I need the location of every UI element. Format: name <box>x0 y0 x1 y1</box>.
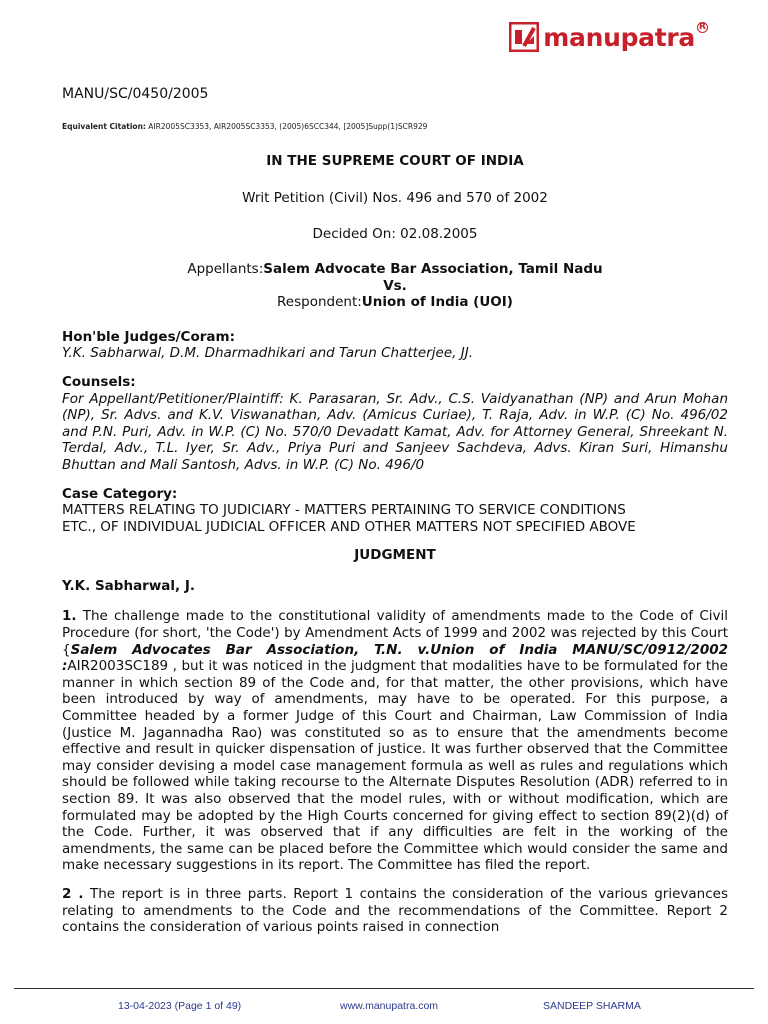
appellants-name: Salem Advocate Bar Association, Tamil Nadu <box>263 260 603 277</box>
paragraph-2-text: The report is in three parts. Report 1 contains the consideration of the various grievances relating to amendments to the Code and the recommendations of the Committee. Report 2 contains the consideration of various points raised in connection <box>62 885 728 936</box>
judges-names: Y.K. Sabharwal, D.M. Dharmadhikari and Tarun Chatterjee, JJ. <box>62 345 473 362</box>
logo-text: manupatra <box>543 22 695 52</box>
paragraph-1-text-a: The challenge made to the constitutional validity of amendments made to the Code of Civil Procedure (for short, 'the Code') by Amendment Acts of 1999 and 2002 was rejected by this Court { <box>62 608 728 658</box>
paragraph-1-number: 1. <box>62 608 77 625</box>
case-category-line-2: ETC., OF INDIVIDUAL JUDICIAL OFFICER AND OTHER MATTERS NOT SPECIFIED ABOVE <box>62 518 636 535</box>
judgment-heading: JUDGMENT <box>354 547 436 564</box>
footer-page-info: 13-04-2023 (Page 1 of 49) <box>118 1000 242 1012</box>
manupatra-logo <box>509 22 710 52</box>
judges-section <box>62 329 728 362</box>
equivalent-citation <box>62 119 728 136</box>
footer-divider <box>14 988 754 989</box>
appellants-line <box>62 261 728 278</box>
judges-title: Hon'ble Judges/Coram: <box>62 328 235 345</box>
paragraph-1-citation: Salem Advocates Bar Association, T.N. v.Union of India MANU/SC/0912/2002 : <box>62 641 728 675</box>
counsels-title: Counsels: <box>62 373 136 390</box>
paragraph-1 <box>62 608 728 874</box>
equivalent-citation-value: AIR2005SC3353, AIR2005SC3353, (2005)6SCC344, [2005]Supp(1)SCR929 <box>145 121 428 131</box>
registered-mark: R <box>697 22 708 33</box>
versus-line <box>62 278 728 295</box>
respondent-line <box>62 294 728 311</box>
respondent-name: Union of India (UOI) <box>361 294 513 311</box>
paragraph-1-text-b: AIR2003SC189 , but it was noticed in the judgment that modalities have to be formulated for the manner in which section 89 of the Code and, for that matter, the other provisions, which have been introduced by way of amendments, may have to be operated. For this purpose, a Committee headed by a former Judge of this Court and Chairman, Law Commission of India (Justice M. Jagannadha Rao) was constituted so as to ensure that the amendments become effective and result in quicker dispensation of justice. It was further observed that the Committee may consider devising a model case management formula as well as rules and regulations which should be followed while taking recourse to the Alternate Disputes Resolution (ADR) referred to in section 89. It was also observed that the model rules, with or without modification, which are formulated may be adopted by the High Courts concerned for giving effect to section 89(2)(d) of the Code. Further, it was observed that if any difficulties are felt in the working of the amendments, the same can be placed before the Committee which would consider the same and make necessary suggestions in its report. The Committee has filed the report. <box>62 658 728 874</box>
footer-website-link[interactable]: www.manupatra.com <box>340 1000 439 1012</box>
case-category-title: Case Category: <box>62 485 178 502</box>
manu-citation-id: MANU/SC/0450/2005 <box>62 86 209 102</box>
case-category-line-1: MATTERS RELATING TO JUDICIARY - MATTERS PERTAINING TO SERVICE CONDITIONS <box>62 502 626 519</box>
document-body <box>62 86 728 948</box>
manupatra-logo-icon <box>509 22 539 52</box>
parties-block <box>62 261 728 311</box>
equivalent-citation-label: Equivalent Citation: <box>62 121 146 131</box>
respondent-label: Respondent: <box>277 294 362 311</box>
counsels-text: For Appellant/Petitioner/Plaintiff: K. Parasaran, Sr. Adv., C.S. Vaidyanathan (NP) and Arun Mohan (NP), Sr. Advs. and K.V. Viswanathan, Adv. (Amicus Curiae), T. Raja, Adv. in W.P. (C) No. 496/02 and P.N. Puri, Adv. in W.P. (C) No. 570/0 Devadatt Kamat, Adv. for Attorney General, Shreekant N. Terdal, Adv., T.L. Iyer, Sr. Adv., Priya Puri and Sanjeev Sachdeva, Advs. Kiran Suri, Himanshu Bhuttan and Mali Santosh, Advs. in W.P. (C) No. 496/0 <box>62 390 728 473</box>
footer-user-name: SANDEEP SHARMA <box>543 1000 641 1012</box>
judgment-author: Y.K. Sabharwal, J. <box>62 577 196 594</box>
versus: Vs. <box>383 277 407 294</box>
counsels-section <box>62 374 728 474</box>
decided-date: Decided On: 02.08.2005 <box>312 226 478 243</box>
paragraph-2-number: 2 . <box>62 885 84 902</box>
case-category-section <box>62 486 728 536</box>
appellants-label: Appellants: <box>187 260 264 277</box>
court-name: IN THE SUPREME COURT OF INDIA <box>266 153 524 170</box>
petition-number: Writ Petition (Civil) Nos. 496 and 570 of 2002 <box>242 189 548 206</box>
paragraph-2 <box>62 886 728 936</box>
